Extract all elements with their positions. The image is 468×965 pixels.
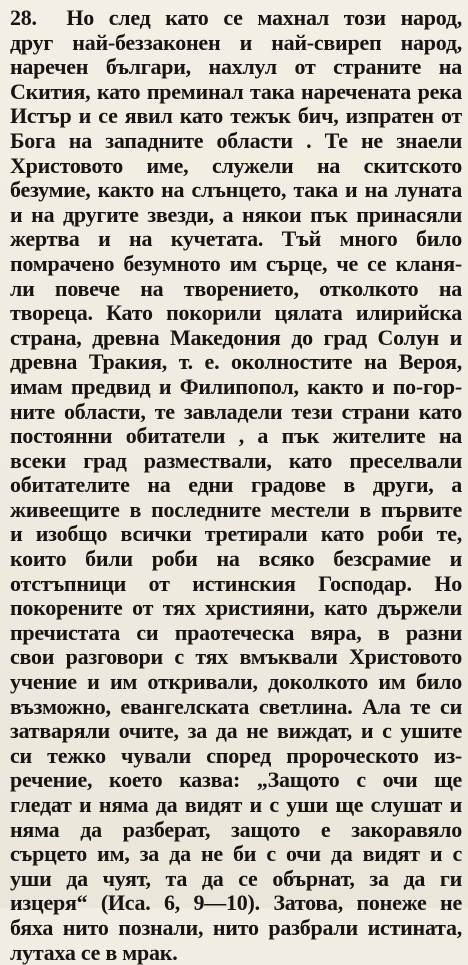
text-line: постоянни обитатели , а пък жителите на — [10, 423, 462, 449]
text-line: ните области, те завладели тези страни като — [10, 398, 462, 424]
text-line: учение и им откривали, доколкото им било — [10, 669, 462, 695]
text-line: няма да разберат, защото е закоравяло — [10, 816, 462, 842]
text-line: Истър и се явил като тежък бич, изпратен от — [10, 103, 462, 129]
text-line: речение, което казва: „Защото с очи ще — [10, 767, 462, 793]
text-line: покорените от тях християни, като държели — [10, 595, 462, 621]
paragraph-number: 28. — [10, 5, 37, 30]
text-line: обитателите на едни градове в други, а — [10, 472, 462, 498]
text-line: друг най-беззаконен и най-свиреп народ, — [10, 29, 462, 55]
text-line: безумие, както на слънцето, така и на луната — [10, 177, 462, 203]
text-line: сърцето им, за да не би с очи да видят и с — [10, 841, 462, 867]
text-line: свои разговори с тях вмъквали Христовото — [10, 644, 462, 670]
text-line: живеещите в последните местели в първите — [10, 496, 462, 522]
text-line: и на другите звезди, а някои пък принасяли — [10, 201, 462, 227]
text-line: лутаха се в мрак. — [10, 939, 178, 965]
text-line: изцеря“ (Иса. 6, 9—10). Затова, понеже не — [10, 890, 462, 916]
text-line: пречистата си праотеческа вяра, в разни — [10, 619, 462, 645]
text-line: и изобщо всички третирали като роби те, — [10, 521, 462, 547]
text-line: възможно, евангелската светлина. Ала те си — [10, 693, 462, 719]
text-line: Скития, като преминал така наречената река — [10, 78, 462, 104]
text-line: имам предвид и Филипопол, както и по-гор- — [10, 373, 462, 399]
text-line: уши да чуят, та да се обърнат, за да ги — [10, 865, 462, 891]
text-line: 28. Но след като се махнал този народ, — [10, 5, 462, 30]
text-line: наречен българи, нахлул от страните на — [10, 54, 462, 80]
text-line: всеки град размествали, като преселвали — [10, 447, 462, 473]
text-line: страна, древна Македония до град Солун и — [10, 324, 462, 350]
text-line: бяха нито познали, нито разбрали истината, — [10, 914, 462, 940]
text-line: твореца. Като покорили цялата илирийска — [10, 300, 462, 326]
text-line: гледат и няма да видят и с уши ще слушат и — [10, 792, 462, 817]
text-line: отстъпници от истинския Господар. Но — [10, 570, 462, 596]
text-line: затваряли очите, за да не виждат, и с ушите — [10, 718, 462, 744]
text-line: древна Тракия, т. е. околностите на Вероя, — [10, 349, 462, 375]
text-line: ли повече на творението, отколкото на — [10, 275, 462, 301]
text-line: жертва и на кучетата. Тъй много било — [10, 226, 462, 252]
text-line: които били роби на всяко безсрамие и — [10, 546, 462, 572]
paragraph-28 — [10, 6, 462, 965]
text-line: помрачено безумното им сърце, че се кланя- — [10, 250, 462, 276]
text-line: Бога на западните области . Те не знаели — [10, 127, 462, 153]
text-line: си тежко чували според пророческото из- — [10, 742, 462, 768]
text-line: Христовото име, служели на скитското — [10, 152, 462, 178]
